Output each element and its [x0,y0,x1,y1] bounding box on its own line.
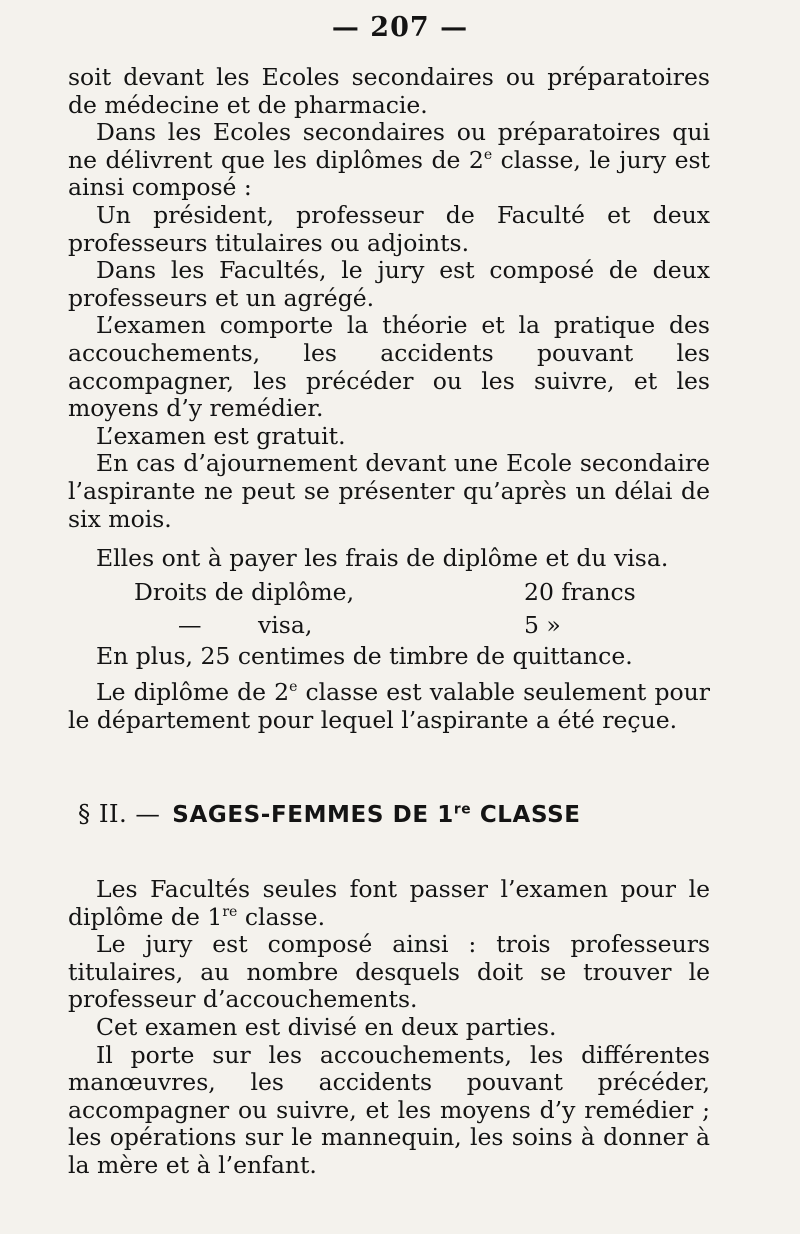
section-number: § II. — [78,799,161,829]
ditto-dash: — [178,611,202,640]
paragraph: L’examen est gratuit. [96,421,346,450]
paragraph: Le jury est composé ainsi : trois professeurs titulaires, au nombre desquels doit se trouver le professeur d’accouchements. [68,930,710,1014]
fee-label: Droits de diplôme, [134,578,355,607]
section-title: SAGES-FEMMES DE 1re CLASSE [172,801,581,829]
paragraph: Dans les Facultés, le jury est composé de deux professeurs et un agrégé. [68,256,710,312]
paragraph: Cet examen est divisé en deux parties. [96,1013,557,1042]
fee-row [68,577,710,610]
validity-note: Le diplôme de 2e classe est valable seulement pour le département pour lequel l’aspirante a été reçue. [68,678,710,734]
paragraph: Un président, professeur de Faculté et deux professeurs titulaires ou adjoints. [68,200,710,257]
fee-amount: 20 francs [524,578,636,607]
paragraph: soit devant les Ecoles secondaires ou préparatoires de médecine et de pharmacie. [68,63,710,119]
paragraph: L’examen comporte la théorie et la pratique des accouchements, les accidents pouvant les accompagner, les précéder ou les suivre, et les moyens d’y remédier. [68,311,710,423]
fees-table [68,577,710,643]
page-body [68,64,710,1180]
fees-intro: Elles ont à payer les frais de diplôme et du visa. [96,544,669,573]
page-number: — 207 — [331,12,469,43]
stamp-note: En plus, 25 centimes de timbre de quittance. [96,641,633,670]
fee-label: visa, [258,611,313,640]
paragraph: Dans les Ecoles secondaires ou préparatoires qui ne délivrent que les diplômes de 2e classe, le jury est ainsi composé : [68,118,710,202]
paragraph: En cas d’ajournement devant une Ecole secondaire l’aspirante ne peut se présenter qu’après un délai de six mois. [68,449,710,533]
fee-amount: 5 » [524,611,561,640]
paragraph: Les Facultés seules font passer l’examen pour le diplôme de 1re classe. [68,875,710,931]
fee-row [68,610,710,643]
section-heading [68,800,710,830]
paragraph: Il porte sur les accouchements, les différentes manœuvres, les accidents pouvant précéder, accompagner ou suivre, et les moyens d’y remédier ; les opérations sur le mannequin, les soins à donner à la mère et à l’enfant. [68,1040,710,1179]
